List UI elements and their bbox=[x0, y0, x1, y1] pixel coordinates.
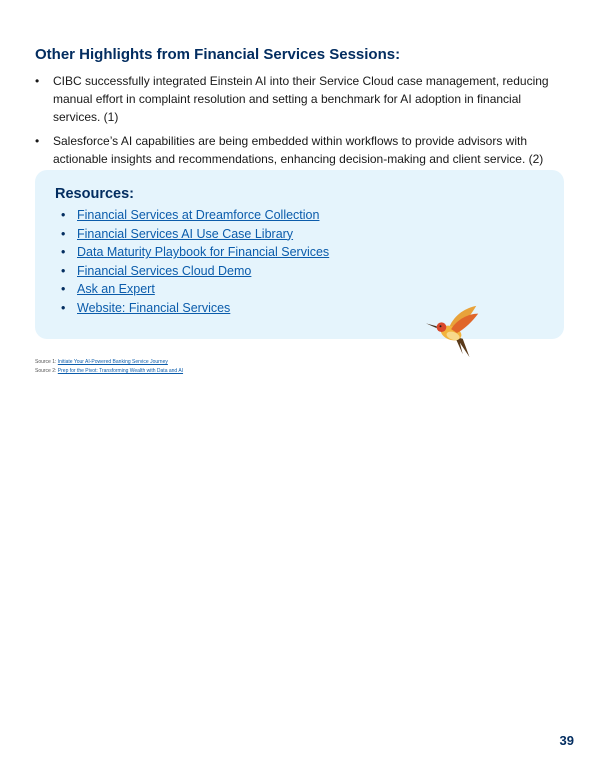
resource-item bbox=[61, 262, 329, 281]
bullet-glyph: • bbox=[61, 208, 66, 222]
resources-title: Resources: bbox=[55, 186, 134, 202]
page-number: 39 bbox=[559, 733, 574, 748]
bullet-glyph: • bbox=[61, 245, 66, 260]
resource-item bbox=[61, 225, 329, 244]
resource-link-website[interactable]: Website: Financial Services bbox=[77, 300, 231, 315]
hummingbird-icon bbox=[426, 304, 484, 362]
highlight-text: CIBC successfully integrated Einstein AI into their Service Cloud case management, reducing manual effort in complaint resolution and setting a benchmark for AI adoption in financial services. (1) bbox=[53, 74, 549, 124]
highlight-item bbox=[35, 72, 563, 126]
highlight-item bbox=[35, 132, 563, 168]
resource-item bbox=[61, 299, 329, 318]
source-link-2[interactable]: Prep for the Pivot: Transforming Wealth with Data and AI bbox=[57, 368, 184, 374]
resource-item bbox=[61, 206, 329, 225]
resource-link-fsc-demo[interactable]: Financial Services Cloud Demo bbox=[77, 263, 252, 278]
resource-link-ai-use-case-library[interactable]: Financial Services AI Use Case Library bbox=[77, 226, 294, 241]
resources-panel bbox=[35, 170, 564, 339]
bullet-glyph: • bbox=[61, 300, 66, 315]
bullet-glyph: • bbox=[35, 74, 40, 88]
source-note: Source 2: Prep for the Pivot: Transforming Wealth with Data and AI bbox=[35, 368, 184, 374]
resource-link-data-maturity-playbook[interactable]: Data Maturity Playbook for Financial Services bbox=[77, 245, 330, 260]
bullet-glyph: • bbox=[61, 263, 66, 278]
resource-link-ask-an-expert[interactable]: Ask an Expert bbox=[77, 282, 155, 297]
highlights-list bbox=[35, 72, 563, 174]
bullet-glyph: • bbox=[61, 282, 66, 297]
resource-item bbox=[61, 243, 329, 262]
source-notes bbox=[35, 358, 183, 376]
bullet-glyph: • bbox=[61, 226, 66, 241]
resource-item bbox=[61, 280, 329, 299]
source-link-1[interactable]: Initiate Your AI-Powered Banking Service Journey bbox=[57, 359, 168, 365]
bullet-glyph: • bbox=[35, 134, 40, 148]
resources-list bbox=[61, 206, 329, 318]
source-note: Source 1: Initiate Your AI-Powered Banking Service Journey bbox=[35, 359, 168, 365]
section-title: Other Highlights from Financial Services Sessions: bbox=[35, 46, 401, 63]
resource-link-dreamforce-collection[interactable]: Financial Services at Dreamforce Collection bbox=[77, 208, 320, 222]
highlight-text: Salesforce’s AI capabilities are being embedded within workflows to provide advisors with actionable insights and recommendations, enhancing decision-making and client service. (2) bbox=[53, 134, 544, 166]
